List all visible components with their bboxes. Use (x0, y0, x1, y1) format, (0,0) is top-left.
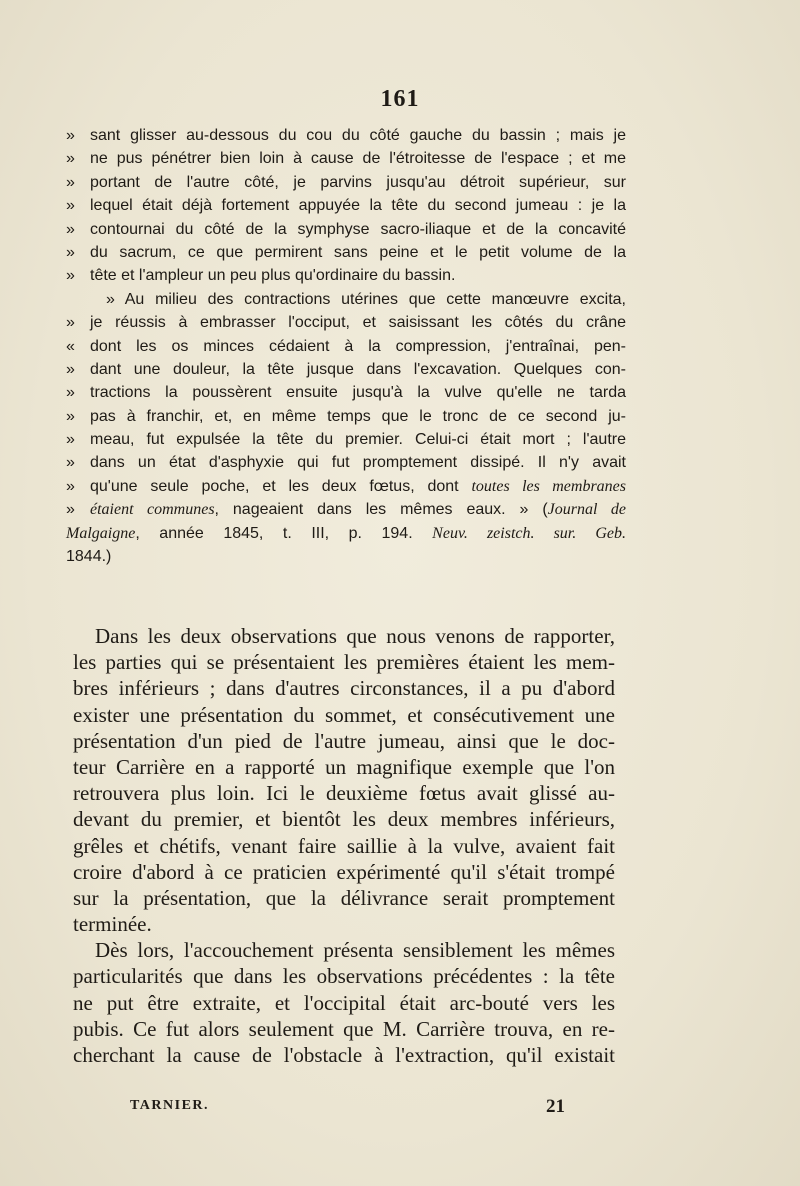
guillemet: » (66, 477, 75, 495)
quote-line-text: » Au milieu des contractions utérines que cette manœuvre excita, (106, 290, 626, 308)
body-line: grêles et chétifs, venant faire saillie à la vulve, avaient fait (73, 833, 615, 858)
body-line: bres inférieurs ; dans d'autres circonstances, il a pu d'abord (73, 676, 615, 701)
quote-line (66, 381, 626, 404)
quote-line (66, 545, 626, 568)
body-line: présentation d'un pied de l'autre jumeau, ainsi que le doc- (73, 728, 615, 753)
quote-line (66, 522, 626, 545)
body-line: retrouvera plus loin. Ici le deuxième fœtus avait glissé au- (73, 781, 615, 806)
italic-text: Neuv. zeistch. sur. Geb. (432, 524, 626, 542)
quote-line-text: pas à franchir, et, en même temps que le tronc de ce second ju- (90, 407, 626, 425)
quote-line-text: ne pus pénétrer bien loin à cause de l'étroitesse de l'espace ; et me (90, 150, 626, 168)
body-line: terminée. (73, 912, 152, 937)
body-line: Dès lors, l'accouchement présenta sensiblement les mêmes (95, 938, 615, 963)
body-line: cherchant la cause de l'obstacle à l'extraction, qu'il existait (73, 1043, 615, 1067)
page-number: 161 (380, 86, 420, 112)
body-line: teur Carrière en a rapporté un magnifique exemple que l'on (73, 754, 615, 779)
quote-line (66, 451, 626, 474)
footer-gathering-number: 21 (546, 1096, 565, 1117)
guillemet: » (66, 150, 75, 168)
body-line: Dans les deux observations que nous venons de rapporter, (95, 624, 615, 648)
quote-line-text: dans un état d'asphyxie qui fut promptement dissipé. Il n'y avait (90, 454, 626, 472)
body-line: exister une présentation du sommet, et consécutivement une (73, 702, 615, 727)
quote-line (66, 311, 626, 334)
italic-text: Journal de (547, 501, 626, 519)
guillemet: » (66, 454, 75, 472)
guillemet: » (66, 384, 75, 402)
guillemet: » (66, 431, 75, 449)
quote-line-text: dant une douleur, la tête jusque dans l'excavation. Quelques con- (90, 360, 626, 378)
quote-line (66, 194, 626, 217)
quote-line-text: sant glisser au-dessous du cou du côté gauche du bassin ; mais je (90, 127, 626, 144)
guillemet: » (66, 407, 75, 425)
quote-line (66, 288, 626, 311)
quote-line (66, 405, 626, 428)
quote-line (66, 218, 626, 241)
body-line: particularités que dans les observations précédentes : la tête (73, 964, 615, 989)
guillemet: « (66, 337, 75, 355)
body-line: devant du premier, et bientôt les deux membres inférieurs, (73, 807, 615, 832)
quote-line-text: du sacrum, ce que permirent sans peine et le petit volume de la (90, 243, 626, 261)
guillemet: » (66, 360, 75, 378)
quote-line-text: dont les os minces cédaient à la compression, j'entraînai, pen- (90, 337, 626, 355)
quote-line (66, 358, 626, 381)
guillemet: » (66, 314, 75, 332)
quote-line-text: tête et l'ampleur un peu plus qu'ordinaire du bassin. (90, 267, 456, 285)
quote-line (66, 171, 626, 194)
footer-author-signature: TARNIER. (130, 1098, 210, 1113)
body-line: ne put être extraite, et l'occipital était arc-bouté vers les (73, 990, 615, 1015)
body-line: croire d'abord à ce praticien expérimenté qu'il s'était trompé (73, 859, 615, 884)
quoted-passage (66, 124, 626, 568)
guillemet: » (66, 501, 75, 519)
guillemet: » (66, 243, 75, 261)
guillemet: » (66, 127, 75, 144)
guillemet: » (66, 220, 75, 238)
guillemet: » (66, 197, 75, 215)
quote-line (66, 264, 626, 287)
quote-line (66, 147, 626, 170)
quote-line (66, 475, 626, 498)
quote-line-text: étaient communes, nageaient dans les mêmes eaux. » (Journal de (90, 501, 626, 519)
quote-line-text: je réussis à embrasser l'occiput, et saisissant les côtés du crâne (90, 314, 626, 332)
body-line: pubis. Ce fut alors seulement que M. Carrière trouva, en re- (73, 1016, 615, 1041)
quote-line-text: Malgaigne, année 1845, t. III, p. 194. Neuv. zeistch. sur. Geb. (66, 524, 626, 542)
italic-text: toutes les membranes (471, 477, 626, 495)
guillemet: » (66, 173, 75, 191)
guillemet: » (66, 267, 75, 285)
italic-text: étaient communes (90, 501, 215, 519)
body-line: sur la présentation, que la délivrance serait promptement (73, 885, 615, 910)
quote-citation-year: 1844.) (66, 548, 112, 566)
quote-line (66, 428, 626, 451)
quote-line-text: portant de l'autre côté, je parvins jusqu'au détroit supérieur, sur (90, 173, 626, 191)
body-line: les parties qui se présentaient les premières étaient les mem- (73, 650, 615, 675)
quote-line (66, 498, 626, 521)
quote-line-text: contournai du côté de la symphyse sacro-iliaque et de la concavité (90, 220, 626, 238)
quote-line-text: lequel était déjà fortement appuyée la tête du second jumeau : je la (90, 197, 626, 215)
body-paragraphs (73, 623, 615, 1068)
quote-line (66, 241, 626, 264)
quote-line-text: meau, fut expulsée la tête du premier. Celui-ci était mort ; l'autre (90, 431, 626, 449)
quote-line-text: qu'une seule poche, et les deux fœtus, dont toutes les membranes (90, 477, 626, 495)
italic-text: Malgaigne (66, 524, 136, 542)
quote-line (66, 124, 626, 147)
quote-line (66, 335, 626, 358)
quote-line-text: tractions la poussèrent ensuite jusqu'à la vulve qu'elle ne tarda (90, 384, 626, 402)
